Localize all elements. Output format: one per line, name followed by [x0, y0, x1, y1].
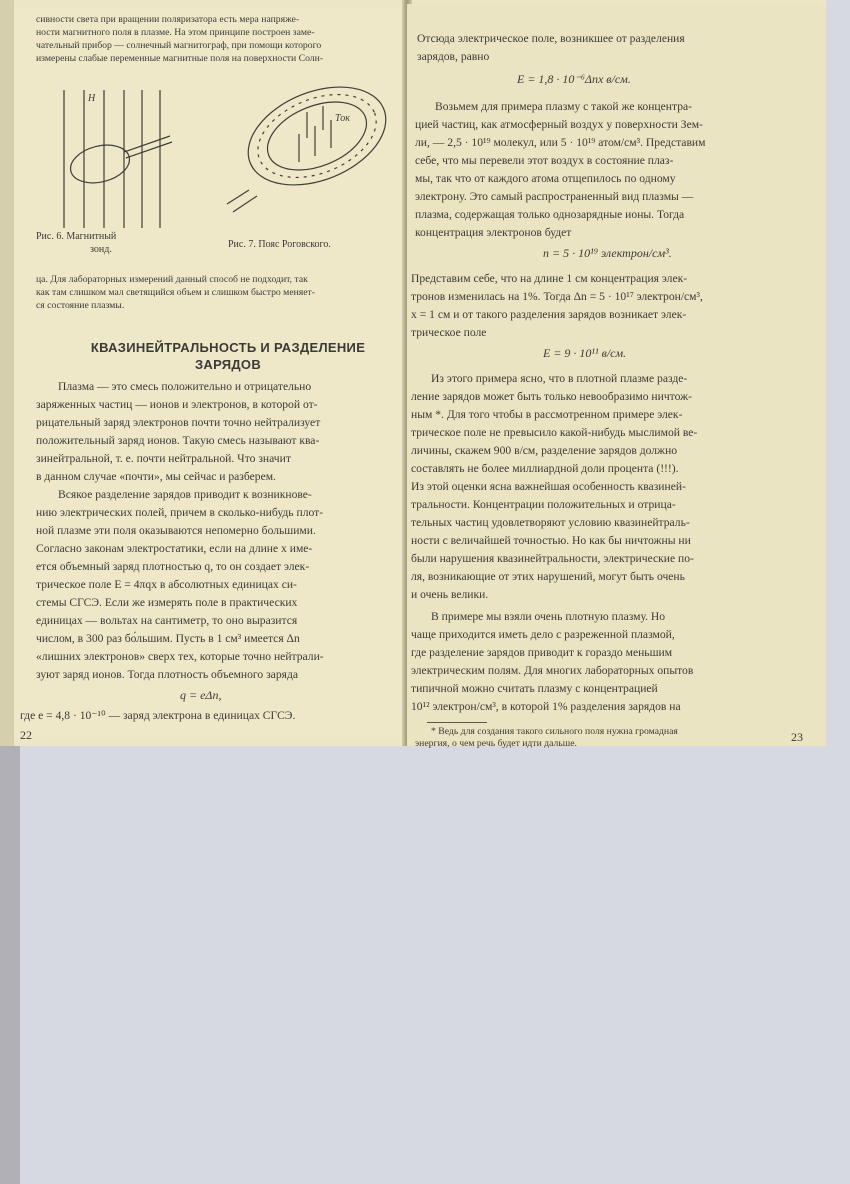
- text-line: измерены слабые переменные магнитные поля на поверхности Солн-: [36, 53, 324, 64]
- text-line: личины, скажем 900 в/см, разделение зарядов должно: [411, 444, 678, 457]
- text-line: числом, в 300 раз бо́льшим. Пусть в 1 см³ имеется Δn: [36, 632, 300, 645]
- page-number: 22: [20, 728, 32, 742]
- footnote-rule: [427, 722, 487, 723]
- text-line: 10¹² электрон/см³, в которой 1% разделения зарядов на: [411, 700, 681, 713]
- text-line: Плазма — это смесь положительно и отрицательно: [58, 380, 312, 393]
- footnote: энергия, о чем речь будет идти дальше.: [415, 738, 577, 749]
- text-line: и очень велики.: [411, 588, 489, 601]
- text-line: ности магнитного поля в плазме. На этом принципе построен заме-: [36, 27, 315, 38]
- text-line: типичной можно считать плазму с концентрацией: [411, 682, 658, 695]
- text-line: электрическим полям. Для многих лабораторных опытов: [411, 664, 694, 677]
- text-line: зинейтральной, т. е. почти нейтральной. Что значит: [36, 452, 291, 465]
- text-line: «лишних электронов» сверх тех, которые точно нейтрали-: [36, 650, 324, 663]
- text-line: ца. Для лабораторных измерений данный способ не подходит, так: [36, 274, 308, 285]
- text-line: ление зарядов может быть только невообразимо ничтож-: [411, 390, 692, 403]
- current-label: Ток: [335, 113, 350, 124]
- text-line: ли, — 2,5 · 10¹⁹ молекул, или 5 · 10¹⁹ атом/см³. Представим: [415, 136, 706, 149]
- text-line: единицах — вольтах на сантиметр, то оно выразится: [36, 614, 298, 627]
- right-page: [407, 4, 826, 749]
- text-line: как там слишком мал светящийся объем и слишком быстро меняет-: [36, 287, 316, 298]
- text-line: Возьмем для примера плазму с такой же концентра-: [435, 100, 692, 113]
- formula: E = 9 · 10¹¹ в/см.: [543, 346, 627, 360]
- figure-caption: Рис. 7. Пояс Роговского.: [228, 239, 331, 250]
- text-line: стемы СГСЭ. Если же измерять поле в практических: [36, 596, 298, 609]
- text-line: Из этой оценки ясна важнейшая особенность квазиней-: [411, 480, 686, 493]
- text-line: тельных частиц удовлетворяют условию квазинейтраль-: [411, 516, 690, 529]
- text-line: трическое поле E = 4πqx в абсолютных единицах си-: [36, 578, 297, 591]
- text-line: рицательный заряд электронов почти точно нейтрализует: [36, 416, 321, 429]
- text-line: Всякое разделение зарядов приводит к возникнове-: [58, 488, 312, 501]
- text-line: Согласно законам электростатики, если на длине x име-: [36, 542, 313, 555]
- text-line: трическое поле: [411, 326, 487, 339]
- formula: q = eΔn,: [180, 688, 222, 702]
- left-page: [14, 8, 407, 740]
- text-line: Из этого примера ясно, что в плотной плазме разде-: [431, 372, 688, 385]
- figure-caption: зонд.: [90, 244, 112, 255]
- section-heading: ЗАРЯДОВ: [194, 357, 262, 372]
- text-line: где e = 4,8 · 10⁻¹⁰ — заряд электрона в единицах СГСЭ.: [20, 709, 296, 722]
- field-label: H: [88, 93, 96, 104]
- footnote: * Ведь для создания такого сильного поля нужна громадная: [431, 726, 678, 737]
- text-line: были нарушения квазинейтральности, электрические по-: [411, 552, 694, 565]
- text-line: ля, возникающие от этих нарушений, могут быть очень: [411, 570, 685, 583]
- text-line: где разделение зарядов приводит к гораздо меньшим: [411, 646, 673, 659]
- figure-rogowski-belt: [219, 70, 399, 230]
- figure-magnetic-probe: [42, 88, 182, 238]
- text-line: сивности света при вращении поляризатора есть мера напряже-: [36, 14, 300, 25]
- text-line: ной плазме эти поля оказываются непомерно большими.: [36, 524, 316, 537]
- text-line: Отсюда электрическое поле, возникшее от разделения: [417, 32, 685, 45]
- text-line: ся состояние плазмы.: [36, 300, 125, 311]
- formula: E = 1,8 · 10⁻⁶Δnx в/см.: [517, 72, 631, 86]
- text-line: чательный прибор — солнечный магнитограф, при помощи которого: [36, 40, 322, 51]
- text-line: тронов изменилась на 1%. Тогда Δn = 5 · 10¹⁷ электрон/см³,: [411, 290, 703, 303]
- text-line: чаще приходится иметь дело с разреженной плазмой,: [411, 628, 675, 641]
- text-line: трическое поле не превысило какой-нибудь мыслимой ве-: [411, 426, 698, 439]
- text-line: в данном случае «почти», мы сейчас и разберем.: [36, 470, 276, 483]
- text-line: ности с величайшей точностью. Но как бы ничтожны ни: [411, 534, 691, 547]
- formula: n = 5 · 10¹⁹ электрон/см³.: [543, 246, 672, 260]
- text-line: концентрация электронов будет: [415, 226, 572, 239]
- text-line: заряженных частиц — ионов и электронов, в которой от-: [36, 398, 318, 411]
- figure-caption: Рис. 6. Магнитный: [36, 231, 117, 242]
- text-line: себе, что мы перевели этот воздух в состояние плаз-: [415, 154, 674, 167]
- text-line: x = 1 см и от такого разделения зарядов возникает элек-: [411, 308, 687, 321]
- page-number: 23: [791, 730, 803, 744]
- section-heading: КВАЗИНЕЙТРАЛЬНОСТЬ И РАЗДЕЛЕНИЕ: [90, 340, 366, 355]
- text-line: ным *. Для того чтобы в рассмотренном примере элек-: [411, 408, 683, 421]
- left-page-edge: [0, 0, 14, 746]
- text-line: цией частиц, как атмосферный воздух у поверхности Зем-: [415, 118, 703, 131]
- text-line: тральности. Концентрации положительных и отрица-: [411, 498, 676, 511]
- text-line: плазма, содержащая только однозарядные ионы. Тогда: [415, 208, 685, 221]
- text-line: Представим себе, что на длине 1 см концентрация элек-: [411, 272, 688, 285]
- text-line: В примере мы взяли очень плотную плазму. Но: [431, 610, 666, 623]
- text-line: положительный заряд ионов. Такую смесь называют ква-: [36, 434, 320, 447]
- scanner-shadow: [0, 746, 20, 1184]
- text-line: нию электрических полей, причем в сколько-нибудь плот-: [36, 506, 324, 519]
- text-line: ется объемный заряд плотностью q, то он создает элек-: [36, 560, 310, 573]
- text-line: составлять не более миллиардной доли процента (!!!).: [411, 462, 679, 475]
- text-line: электрону. Это самый распространенный вид плазмы —: [415, 190, 694, 203]
- text-line: зарядов, равно: [417, 50, 490, 63]
- text-line: мы, так что от каждого атома отщепилось по одному: [415, 172, 676, 185]
- text-line: зуют заряд ионов. Тогда плотность объемного заряда: [36, 668, 298, 681]
